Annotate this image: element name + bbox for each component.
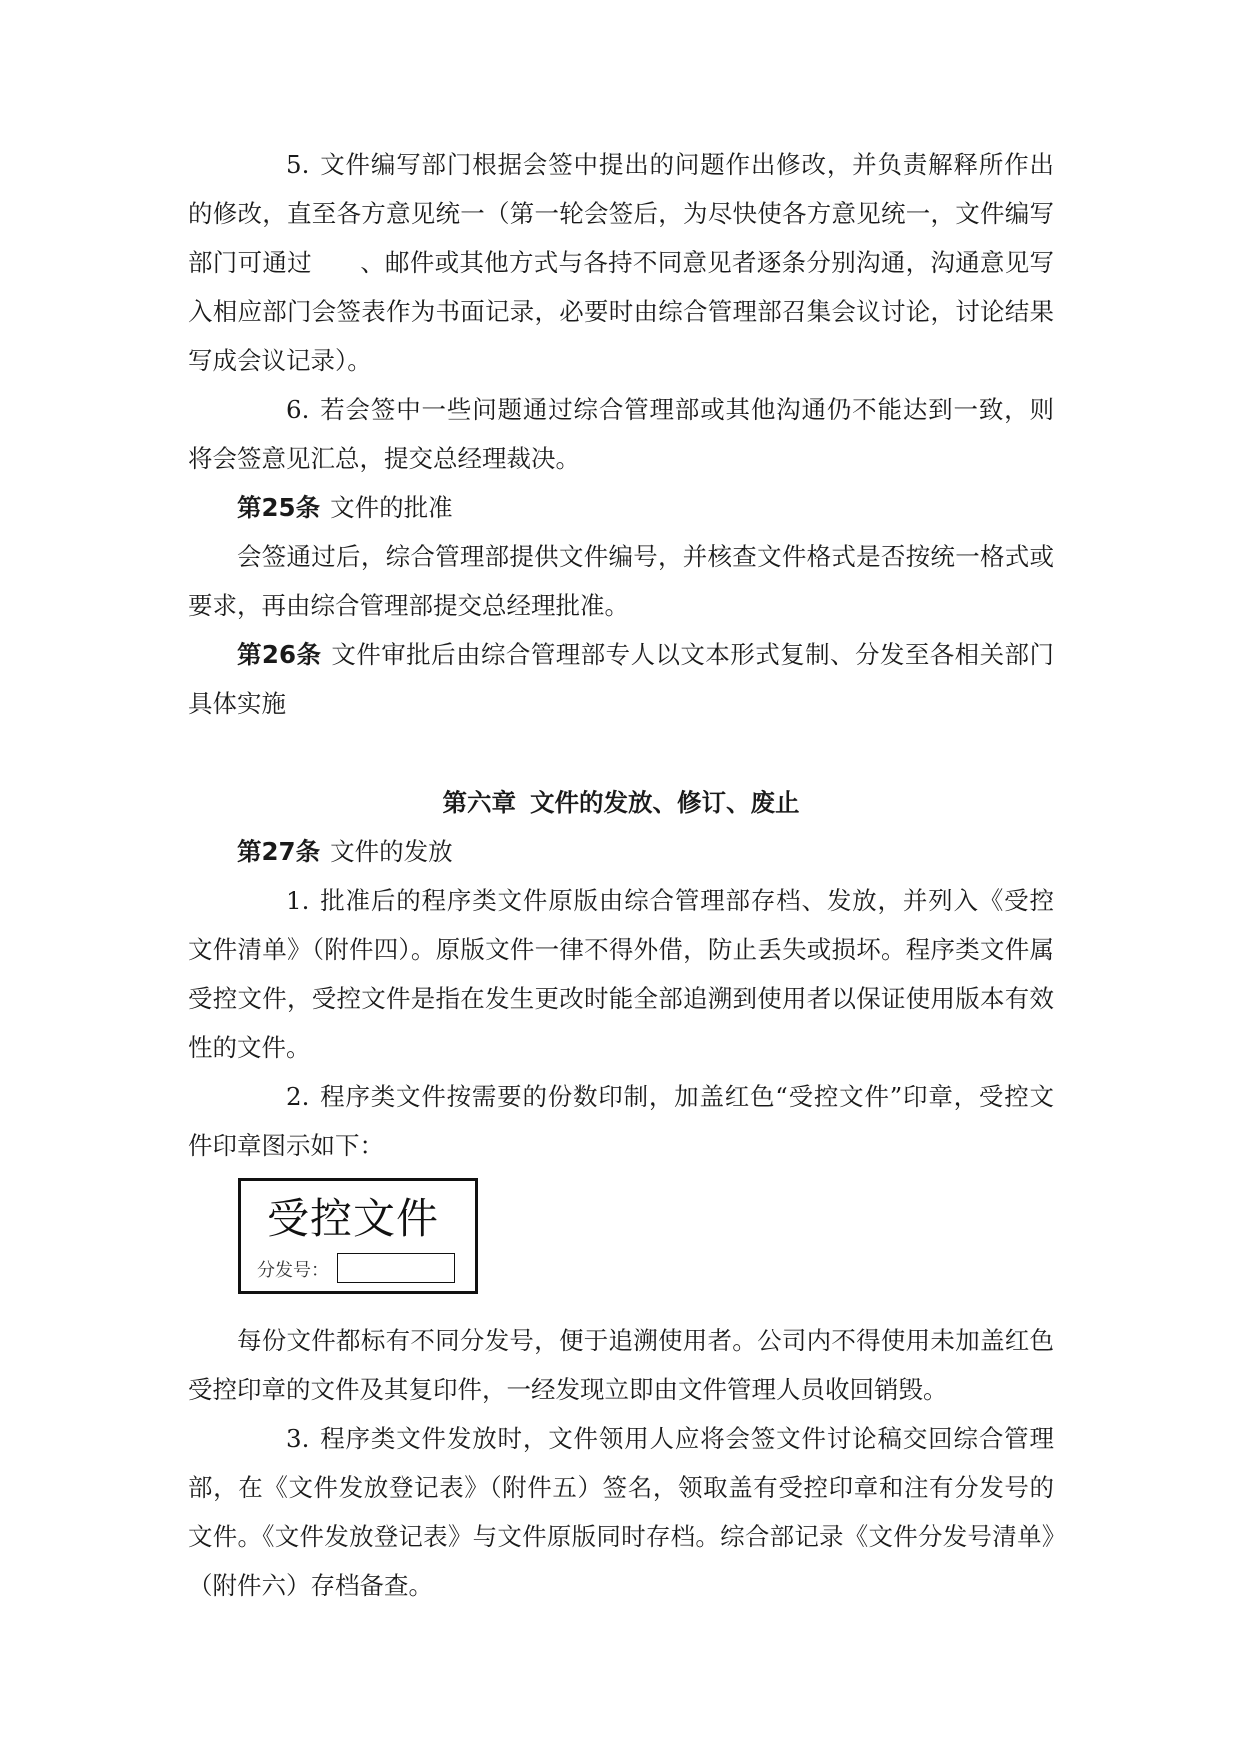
article-number: 第27条 (237, 837, 321, 866)
item-text: 文件编写部门根据会签中提出的问题作出修改，并负责解释所作出的修改，直至各方意见统一（第一轮会签后，为尽快使各方意见统一，文件编写部门可通过 (188, 150, 1054, 277)
item-number: 1. (286, 886, 310, 915)
item-text: 程序类文件发放时，文件领用人应将会签文件讨论稿交回综合管理部，在《文件发放登记表》（附件五）签名，领取盖有受控印章和注有分发号的文件。《文件发放登记表》与文件原版同时存档。综合部记录《文件分发号清单》（附件六）存档备查。 (188, 1424, 1054, 1600)
paragraph-item-6 (188, 385, 1054, 483)
stamp-label: 分发号： (257, 1260, 329, 1281)
article-title: 文件的发放 (330, 837, 453, 866)
paragraph-item-1 (188, 876, 1054, 1072)
item-text: 批准后的程序类文件原版由综合管理部存档、发放，并列入《受控文件清单》（附件四）。原版文件一律不得外借，防止丢失或损坏。程序类文件属受控文件，受控文件是指在发生更改时能全部追溯到使用者以保证使用版本有效性的文件。 (188, 886, 1054, 1062)
item-text: 程序类文件按需要的份数印制，加盖红色“受控文件”印章，受控文件印章图示如下： (188, 1082, 1054, 1160)
item-number: 6. (286, 395, 310, 424)
chapter-title (188, 778, 1054, 827)
item-text: 若会签中一些问题通过综合管理部或其他沟通仍不能达到一致，则将会签意见汇总，提交总经理裁决。 (188, 395, 1054, 473)
article-number: 第25条 (237, 493, 321, 522)
stamp-illustration (188, 1178, 1054, 1302)
article-25-heading (188, 483, 1054, 532)
chapter-number: 第六章 (442, 788, 516, 817)
article-text: 文件审批后由综合管理部专人以文本形式复制、分发至各相关部门具体实施 (188, 640, 1054, 718)
item-number: 2. (286, 1082, 310, 1111)
article-25-body: 会签通过后，综合管理部提供文件编号，并核查文件格式是否按统一格式或要求，再由综合管理部提交总经理批准。 (188, 542, 1054, 620)
paragraph-item-5 (188, 140, 1054, 385)
paragraph-after-stamp: 每份文件都标有不同分发号，便于追溯使用者。公司内不得使用未加盖红色受控印章的文件及其复印件，一经发现立即由文件管理人员收回销毁。 (188, 1326, 1054, 1404)
article-26 (188, 630, 1054, 728)
item-text-continued: 、邮件或其他方式与各持不同意见者逐条分别沟通，沟通意见写入相应部门会签表作为书面记录，必要时由综合管理部召集会议讨论，讨论结果写成会议记录）。 (188, 248, 1055, 375)
article-title: 文件的批准 (330, 493, 453, 522)
article-27-heading (188, 827, 1054, 876)
chapter-name: 文件的发放、修订、废止 (530, 788, 800, 817)
distribution-number-box (337, 1253, 455, 1283)
document-page (188, 140, 1054, 1610)
stamp-title: 受控文件 (267, 1194, 440, 1243)
article-number: 第26条 (237, 640, 322, 669)
controlled-document-stamp (238, 1178, 478, 1294)
paragraph-item-2 (188, 1072, 1054, 1170)
paragraph-item-3 (188, 1414, 1054, 1610)
item-number: 3. (286, 1424, 310, 1453)
item-number: 5. (286, 150, 310, 179)
